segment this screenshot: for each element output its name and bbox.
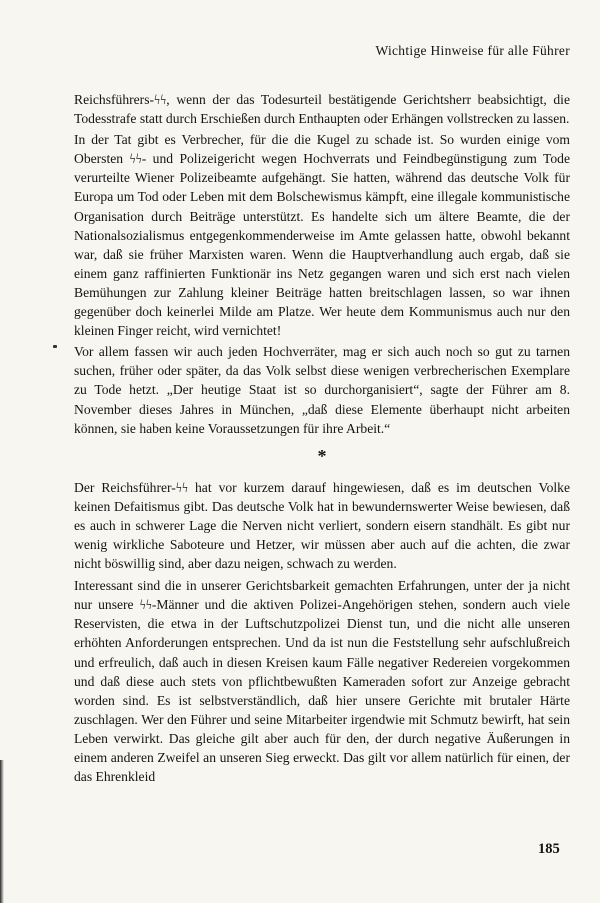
page-edge-shadow bbox=[0, 760, 4, 903]
page-number: 185 bbox=[538, 841, 560, 857]
paragraph: In der Tat gibt es Verbrecher, für die die Kugel zu schade ist. So wurden einige vom Obersten ϟϟ- und Polizeigericht wegen Hochverrats und Feindbegünstigung zum Tode verurteilte Wiener Polizeibeamte aufgehängt. Sie hatten, während das deutsche Volk für Europa um Tod oder Leben mit dem Bolschewismus kämpft, eine illegale kommunistische Organisation durch Beiträge unterstützt. Es handelte sich um ältere Beamte, die der Nationalsozialismus entgegenkommenderweise im Amte gelassen hatte, obwohl bekannt war, daß sie früher Marxisten waren. Wenn die Hauptverhandlung auch ergab, daß sie einem ganz raffinierten Funktionär ins Netz gegangen waren und sich erst nach vielen Bemühungen zur Zahlung kleiner Beiträge hatten breitschlagen lassen, so war ihnen gegenüber doch keinerlei Milde am Platze. Wer heute dem Kommunismus auch nur den kleinen Finger reicht, wird vernichtet! bbox=[74, 132, 570, 339]
paragraph: Interessant sind die in unserer Gerichtsbarkeit gemachten Erfahrungen, unter der ja nicht nur unsere ϟϟ-Männer und die aktiven Polizei-Angehörigen stehen, sondern auch viele Reservisten, die etwa in der Luftschutzpolizei Dienst tun, und die nicht alle unseren erhöhten Anforderungen entsprechen. Und da ist nun die Feststellung sehr aufschlußreich und erfreulich, daß auch in diesen Kreisen kaum Fälle negativer Redereien vorgekommen und daß diese auch stets von pflichtbewußten Kameraden sofort zur Anzeige gebracht worden sind. Es ist selbstverständlich, daß hier unsere Gerichte mit brutaler Härte zuschlagen. Wer den Führer und seine Mitarbeiter irgendwie mit Schmutz bewirft, hat sein Leben verwirkt. Das gleiche gilt aber auch für den, der durch negative Äußerungen in einem anderen Zweifel an unseren Sieg erweckt. Das gilt vor allem natürlich für einen, der das Ehrenkleid bbox=[74, 578, 570, 785]
body-text bbox=[74, 90, 570, 786]
paragraph: Der Reichsführer-ϟϟ hat vor kurzem darauf hingewiesen, daß es im deutschen Volke keinen Defaitismus gibt. Das deutsche Volk hat in bewundernswerter Weise bewiesen, daß es auch in schwerer Lage die Nerven nicht verliert, sondern eisern standhält. Es gibt nur wenig wirkliche Saboteure und Hetzer, wir müssen aber auch auf die achten, die zwar nicht böswillig sind, aber dazu neigen, schwach zu werden. bbox=[74, 479, 570, 572]
margin-mark bbox=[53, 345, 57, 348]
running-head: Wichtige Hinweise für alle Führer bbox=[375, 43, 570, 58]
paragraph: Vor allem fassen wir auch jeden Hochverräter, mag er sich auch noch so gut zu tarnen suchen, früher oder später, da das Volk selbst diese wenigen verbrecherischen Exemplare zu Tode hetzt. „Der heutige Staat ist so durchorganisiert“, sagte der Führer am 8. November dieses Jahres in München, „daß diese Elemente überhaupt nicht arbeiten können, sie haben keine Voraussetzungen für ihre Arbeit.“ bbox=[74, 344, 570, 436]
section-separator: * bbox=[317, 445, 327, 466]
paragraph: Reichsführers-ϟϟ, wenn der das Todesurteil bestätigende Gerichtsherr beabsichtigt, die Todesstrafe statt durch Erschießen durch Enthaupten oder Erhängen vollstrecken zu lassen. bbox=[74, 92, 570, 127]
